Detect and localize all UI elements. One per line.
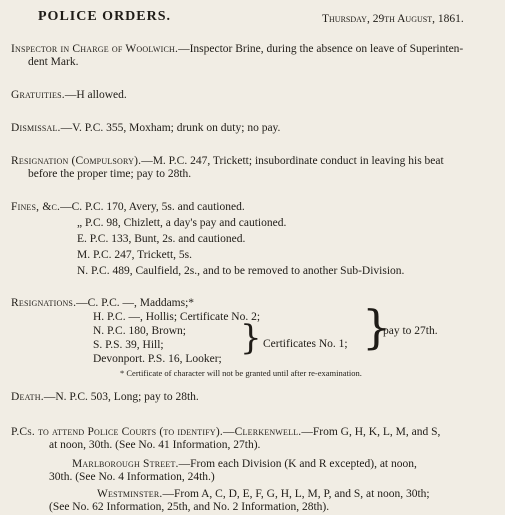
death-heading: Death.: [11, 391, 44, 403]
certificates-brace: }: [240, 318, 262, 358]
gratuities-text: —H allowed.: [64, 89, 127, 101]
resignation-text-1: —M. P.C. 247, Trickett; insubordinate conduct in leaving his beat: [141, 155, 444, 167]
woolwich-text-1: —Inspector Brine, during the absence on leave of Superinten-: [178, 43, 464, 55]
fines-line-5: N. P.C. 489, Caulfield, 2s., and to be removed to another Sub-Division.: [77, 265, 405, 277]
fines-text-1: —C. P.C. 170, Avery, 5s. and cautioned.: [60, 201, 245, 213]
gratuities-heading: Gratuities.: [11, 89, 65, 101]
resignation-text-2: before the proper time; pay to 28th.: [28, 168, 192, 180]
dismissal-line: [11, 122, 280, 135]
resignation-line-1: [11, 155, 444, 168]
woolwich-heading: Inspector in Charge of Woolwich.: [11, 43, 179, 55]
woolwich-line-1: [11, 43, 463, 56]
resignations-heading: Resignations.: [11, 297, 77, 309]
clerkenwell-text-1: —From G, H, K, L, M, and S,: [301, 426, 441, 438]
resignations-line-2: H. P.C. —, Hollis; Certificate No. 2;: [93, 311, 261, 323]
gratuities-line: [11, 89, 127, 102]
fines-line-4: M. P.C. 247, Trickett, 5s.: [77, 249, 193, 261]
pay-brace: }: [362, 300, 392, 354]
fines-line-1: [11, 201, 245, 214]
resignations-text-1: —C. P.C. —, Maddams;*: [76, 297, 195, 309]
resignations-line-1: [11, 297, 194, 310]
westminster-text-1: —From A, C, D, E, F, G, H, L, M, P, and S, at noon, 30th;: [162, 488, 430, 500]
marlborough-line-1: [72, 458, 417, 471]
marlborough-text-1: —From each Division (K and R excepted), at noon,: [178, 458, 417, 470]
fines-line-3: E. P.C. 133, Bunt, 2s. and cautioned.: [77, 233, 246, 245]
pay-label: pay to 27th.: [383, 325, 438, 337]
resignations-line-5: Devonport. P.S. 16, Looker;: [93, 353, 222, 365]
death-text: —N. P.C. 503, Long; pay to 28th.: [43, 391, 199, 403]
dismissal-text: —V. P.C. 355, Moxham; drunk on duty; no pay.: [60, 122, 281, 134]
courts-heading: P.Cs. to attend Police Courts (to identify).: [11, 426, 223, 438]
death-line: [11, 391, 199, 404]
marlborough-text-2: 30th. (See No. 4 Information, 24th.): [49, 471, 215, 483]
clerkenwell-label: —Clerkenwell.: [222, 426, 302, 438]
fines-heading: Fines, &c.: [11, 201, 61, 213]
westminster-label: Westminster.: [97, 488, 163, 500]
resignations-footnote: * Certificate of character will not be granted until after re-examination.: [120, 368, 362, 378]
resignations-line-3: N. P.C. 180, Brown;: [93, 325, 186, 337]
westminster-line-1: [97, 488, 430, 501]
resignations-line-4: S. P.S. 39, Hill;: [93, 339, 164, 351]
courts-line-1: [11, 426, 440, 439]
fines-line-2: „ P.C. 98, Chizlett, a day's pay and cautioned.: [77, 217, 287, 229]
dismissal-heading: Dismissal.: [11, 122, 61, 134]
westminster-text-2: (See No. 62 Information, 25th, and No. 2 Information, 28th).: [49, 501, 330, 513]
resignation-heading: Resignation (Compulsory).: [11, 155, 142, 167]
page-title: POLICE ORDERS.: [38, 9, 172, 24]
page-date: Thursday, 29th August, 1861.: [322, 13, 464, 25]
marlborough-label: Marlborough Street.: [72, 458, 179, 470]
woolwich-text-2: dent Mark.: [28, 56, 79, 68]
clerkenwell-text-2: at noon, 30th. (See No. 41 Information, 27th).: [49, 439, 261, 451]
certificates-label: Certificates No. 1;: [263, 338, 348, 350]
